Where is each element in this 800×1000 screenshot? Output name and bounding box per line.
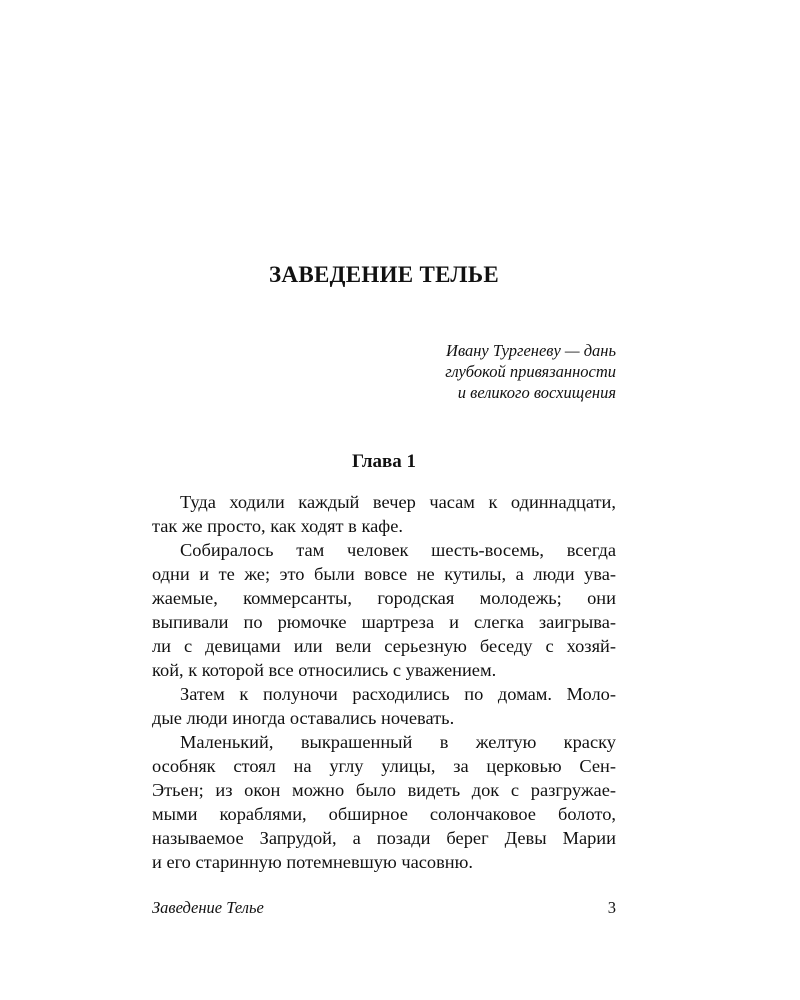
epigraph-line: и великого восхищения [457, 383, 616, 402]
paragraph [152, 490, 616, 538]
page-number: 3 [607, 898, 616, 917]
text-line: жаемые, коммерсанты, городская молодежь; они [152, 588, 616, 608]
text-line: называемое Запрудой, а позади берег Девы Марии [152, 828, 616, 848]
text-line: выпивали по рюмочке шартреза и слегка заигрыва- [152, 612, 616, 632]
running-title: Заведение Телье [152, 898, 264, 917]
text-line: Собиралось там человек шесть-восемь, всегда [180, 540, 616, 560]
text-line: кой, к которой все относились с уважением. [152, 660, 497, 680]
paragraph [152, 730, 616, 874]
text-line: Затем к полуночи расходились по домам. Моло- [180, 684, 616, 704]
chapter-heading: Глава 1 [351, 451, 417, 472]
epigraph [360, 340, 616, 403]
paragraph [152, 682, 616, 730]
text-line: одни и те же; это были вовсе не кутилы, а люди ува- [152, 564, 616, 584]
text-line: мыми кораблями, обширное солончаковое болото, [152, 804, 616, 824]
text-line: Этьен; из окон можно было видеть док с разгружае- [152, 780, 616, 800]
text-line: так же просто, как ходят в кафе. [152, 516, 403, 536]
story-title: ЗАВЕДЕНИЕ ТЕЛЬЕ [268, 262, 500, 287]
text-line: Туда ходили каждый вечер часам к одиннадцати, [180, 492, 616, 512]
epigraph-line: Ивану Тургеневу — дань [446, 341, 616, 360]
text-line: ли с девицами или вели серьезную беседу с хозяй- [152, 636, 616, 656]
text-line: дые люди иногда оставались ночевать. [152, 708, 455, 728]
paragraph [152, 538, 616, 682]
text-line: Маленький, выкрашенный в желтую краску [180, 732, 616, 752]
text-line: особняк стоял на углу улицы, за церковью Сен- [152, 756, 616, 776]
epigraph-line: глубокой привязанности [445, 362, 616, 381]
text-line: и его старинную потемневшую часовню. [152, 852, 473, 872]
chapter-body [152, 490, 616, 874]
